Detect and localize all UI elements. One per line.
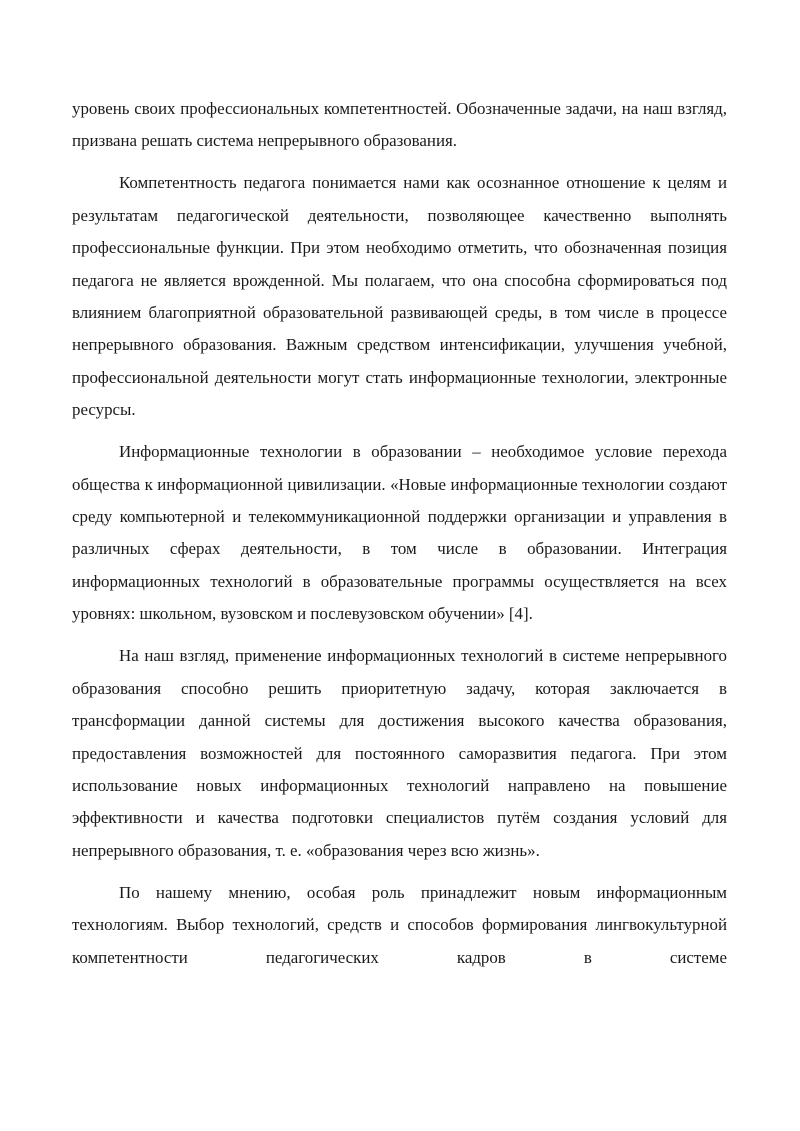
paragraph-special-role: По нашему мнению, особая роль принадлежит новым информационным технологиям. Выбор технологий, средств и способов формирования лингвокультурной компетентности педагогических кадров в системе bbox=[72, 882, 727, 967]
paragraph-continuation: уровень своих профессиональных компетентностей. Обозначенные задачи, на наш взгляд, призвана решать система непрерывного образования. bbox=[72, 99, 727, 151]
paragraph-competence-definition: Компетентность педагога понимается нами как осознанное отношение к целям и результатам педагогической деятельности, позволяющее качественно выполнять профессиональные функции. При этом необходимо отметить, что обозначенная позиция педагога не является врожденной. Мы полагаем, что она способна сформироваться под влиянием благоприятной образовательной развивающей среды, в том числе в процессе непрерывного образования. Важным средством интенсификации, улучшения учебной, профессиональной деятельности могут стать информационные технологии, электронные ресурсы. bbox=[72, 173, 727, 420]
paragraph-information-technologies: Информационные технологии в образовании – необходимое условие перехода общества к информационной цивилизации. «Новые информационные технологии создают среду компьютерной и телекоммуникационной поддержки организации и управления в различных сферах деятельности, в том числе в образовании. Интеграция информационных технологий в образовательные программы осуществляется на всех уровнях: школьном, вузовском и послевузовском обучении» [4]. bbox=[72, 442, 727, 624]
document-body bbox=[72, 93, 727, 974]
paragraph-continuous-education: На наш взгляд, применение информационных технологий в системе непрерывного образования способно решить приоритетную задачу, которая заключается в трансформации данной системы для достижения высокого качества образования, предоставления возможностей для постоянного саморазвития педагога. При этом использование новых информационных технологий направлено на повышение эффективности и качества подготовки специалистов путём создания условий для непрерывного образования, т. е. «образования через всю жизнь». bbox=[72, 646, 727, 860]
